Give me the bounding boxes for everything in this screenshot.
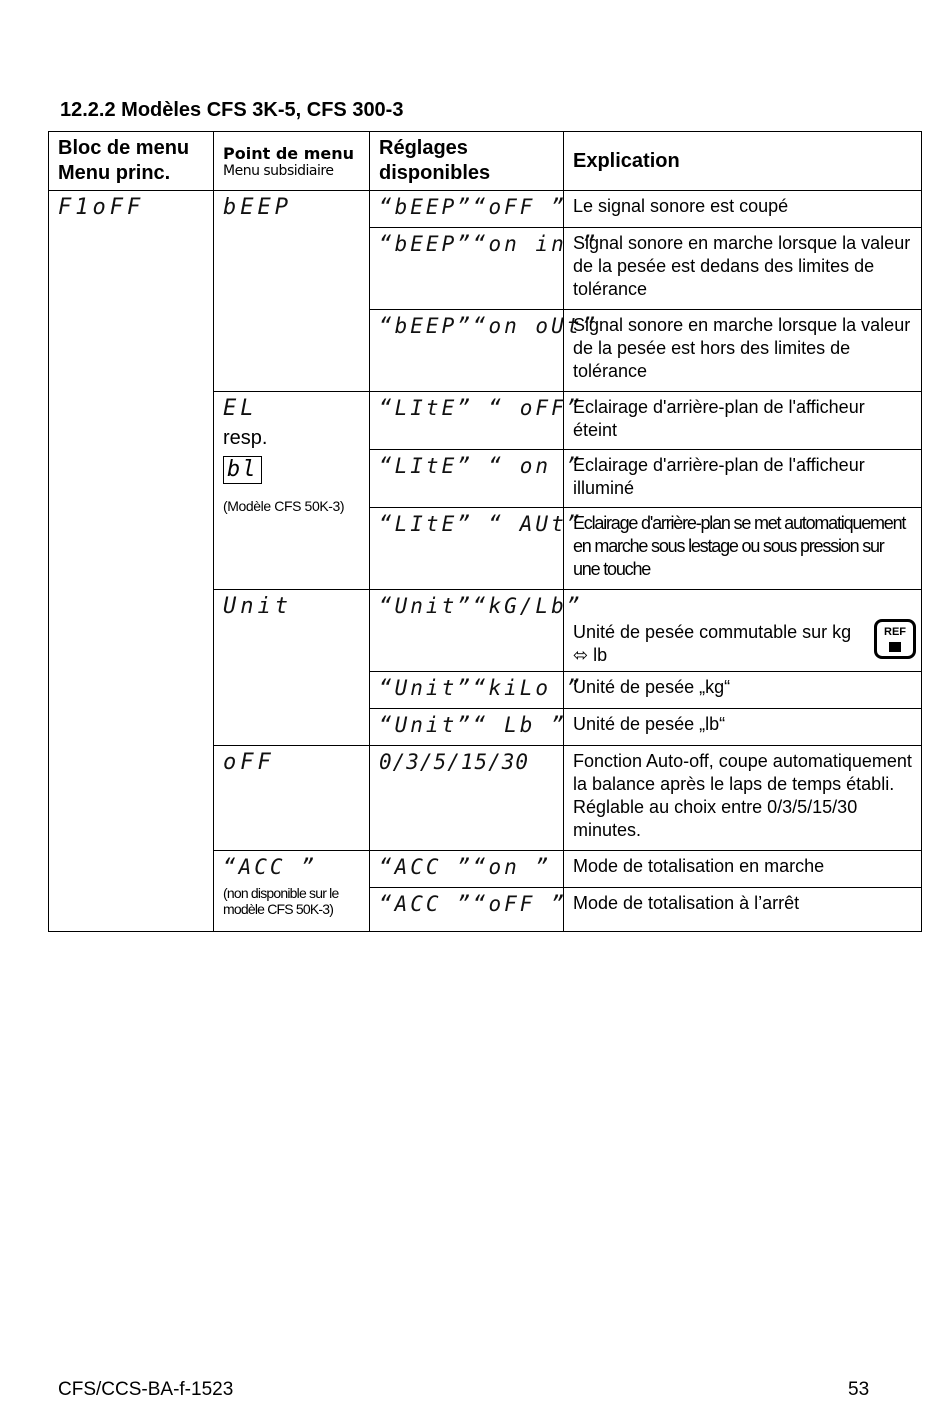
setting-cell <box>370 191 567 228</box>
setting-cell <box>370 392 583 450</box>
unit-switch-explanation: Unité de pesée commutable sur kg ⬄ lb <box>573 622 852 665</box>
header-settings <box>370 132 564 191</box>
beep-item-cell <box>214 191 370 392</box>
explanation-cell: Unité de pesée „lb“ <box>564 709 922 746</box>
weight-icon <box>889 642 901 652</box>
explanation-cell: Signal sonore en marche lorsque la valeur de la pesée est hors des limites de tolérance <box>564 310 922 392</box>
setting-cell <box>370 851 564 888</box>
footer-page-number: 53 <box>848 1379 870 1400</box>
header-explanation: Explication <box>564 132 922 191</box>
setting-display: 0/3/5/15/30 <box>379 750 530 774</box>
light-item-alt-display: bl <box>223 456 262 484</box>
acc-note: (non disponible sur le modèle CFS 50K-3) <box>223 885 339 917</box>
resp-label: resp. <box>223 427 268 449</box>
explanation-cell: Mode de totalisation à l’arrêt <box>564 888 922 932</box>
setting-display: “Unit”“kG/Lb” <box>379 594 583 618</box>
setting-display: “bEEP”“on oUt” <box>379 314 599 338</box>
header-row <box>49 132 922 191</box>
header-submenu-line1: Point de menu <box>223 143 354 163</box>
header-main-menu <box>49 132 214 191</box>
setting-cell <box>370 228 599 310</box>
setting-cell <box>370 508 583 590</box>
setting-cell <box>370 888 567 932</box>
setting-cell <box>370 590 583 672</box>
setting-display: “LItE” “ AUt” <box>379 512 583 536</box>
header-main-menu-line2: Menu princ. <box>58 162 171 184</box>
explanation-cell <box>564 590 922 672</box>
off-item-cell <box>214 746 370 851</box>
setting-display: “LItE” “ on ” <box>379 454 583 478</box>
setting-display: “bEEP”“oFF ” <box>379 195 567 219</box>
ref-key-label: REF <box>884 626 906 638</box>
main-block-cell <box>49 191 214 932</box>
main-block-display: F1oFF <box>58 195 145 220</box>
menu-table <box>48 131 922 932</box>
header-settings-line1: Réglages <box>379 137 468 159</box>
setting-cell <box>370 450 583 508</box>
ref-key-icon <box>874 619 916 659</box>
header-main-menu-line1: Bloc de menu <box>58 137 190 159</box>
explanation-cell: Eclairage d'arrière-plan de l'afficheur illuminé <box>564 450 922 508</box>
explanation-cell: Eclairage d'arrière-plan se met automatiquement en marche sous lestage ou sous pression sur une touche <box>564 508 922 590</box>
header-submenu <box>214 132 370 191</box>
header-settings-line2: disponibles <box>379 162 491 184</box>
explanation-cell: Unité de pesée „kg“ <box>564 672 922 709</box>
setting-display: “Unit”“ Lb ” <box>379 713 567 737</box>
setting-cell <box>370 310 599 392</box>
footer-doc-id: CFS/CCS-BA-f-1523 <box>58 1379 234 1400</box>
acc-item-display: “ACC ” <box>223 855 317 879</box>
setting-display: “Unit”“kiLo ” <box>379 676 583 700</box>
setting-display: “ACC ”“on ” <box>379 855 552 879</box>
off-item-display: oFF <box>223 750 275 775</box>
section-heading: 12.2.2 Modèles CFS 3K-5, CFS 300-3 <box>60 99 404 121</box>
explanation-cell: Signal sonore en marche lorsque la valeur de la pesée est dedans des limites de tolérance <box>564 228 922 310</box>
setting-cell <box>370 746 564 851</box>
header-submenu-line2: Menu subsidiaire <box>223 162 334 179</box>
setting-display: “bEEP”“on in ” <box>379 232 599 256</box>
light-item-display: EL <box>223 396 258 421</box>
explanation-cell: Eclairage d'arrière-plan de l'afficheur éteint <box>564 392 922 450</box>
light-item-cell <box>214 392 370 590</box>
explanation-cell: Le signal sonore est coupé <box>564 191 922 228</box>
setting-display: “LItE” “ oFF” <box>379 396 583 420</box>
unit-item-display: Unit <box>223 594 292 619</box>
setting-cell <box>370 672 583 709</box>
table-row <box>49 191 922 228</box>
acc-item-cell <box>214 851 370 932</box>
beep-item-display: bEEP <box>223 195 292 220</box>
setting-display: “ACC ”“oFF ” <box>379 892 567 916</box>
explanation-cell: Mode de totalisation en marche <box>564 851 922 888</box>
setting-cell <box>370 709 567 746</box>
unit-item-cell <box>214 590 370 746</box>
light-note: (Modèle CFS 50K-3) <box>223 498 345 514</box>
explanation-cell: Fonction Auto-off, coupe automatiquement la balance après le laps de temps établi. Réglable au choix entre 0/3/5/15/30 minutes. <box>564 746 922 851</box>
